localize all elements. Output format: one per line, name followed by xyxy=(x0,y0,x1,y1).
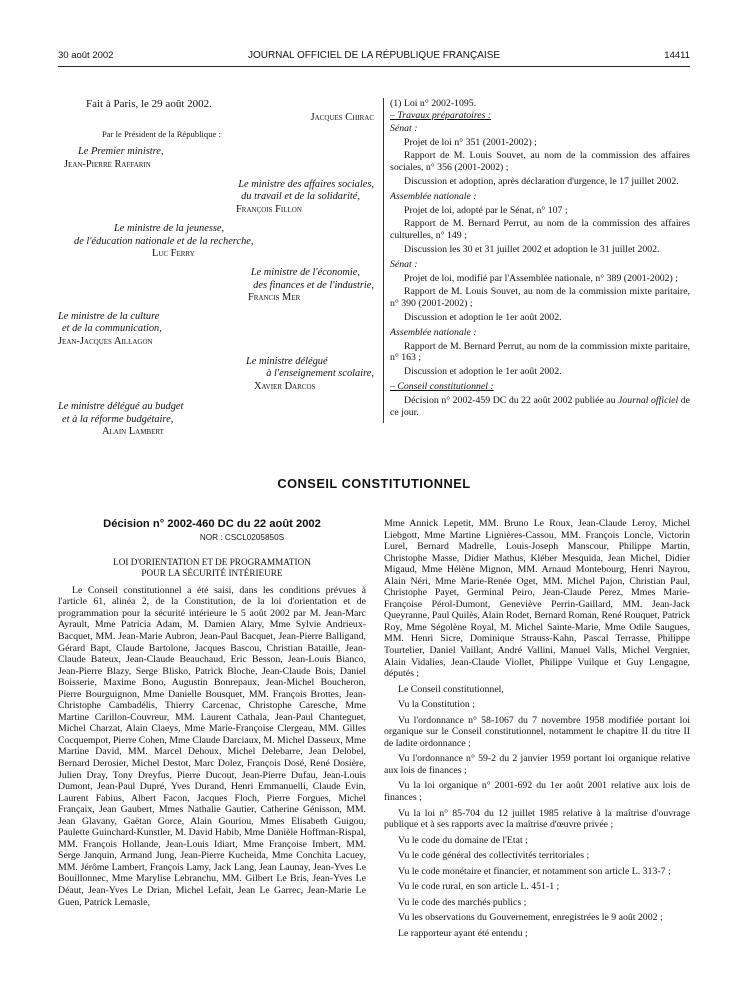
vu-ordonnance-59: Vu l'ordonnance n° 59-2 du 2 janvier 1959 portant loi organique relative aux lois de finances ; xyxy=(384,753,690,776)
rapporteur-entendu: Le rapporteur ayant été entendu ; xyxy=(398,927,528,939)
vu-code-collectivites: Vu le code général des collectivités territoriales ; xyxy=(398,850,590,862)
senat-label-1: Sénat : xyxy=(390,123,418,135)
m4-title-2: et de la communication, xyxy=(62,323,162,335)
m5-title-2: à l'enseignement scolaire, xyxy=(266,368,374,380)
m3-title-2: des finances et de l'industrie, xyxy=(253,279,374,291)
vu-code-monetaire: Vu le code monétaire et financier, et notamment son article L. 313-7 ; xyxy=(398,865,671,877)
decision-intro-continued: Mme Annick Lepetit, MM. Bruno Le Roux, Jean-Claude Leroy, Michel Liebgott, Mme Martine Lignières-Cassou, MM. François Loncle, Victorin Lurel, Bernard Madrelle, Louis-Joseph Manscour, Philippe Martin, Christophe Masse, Didier Mathus, Kléber Mesquida, Jean Michel, Didier Migaud, Mme Hélène Mignon, MM. Arnaud Montebourg, Henri Nayrou, Alain Néri, Mme Marie-Renée Oget, MM. Michel Pajon, Christian Paul, Christophe Payet, Germinal Peiro, Jean-Claude Perez, Mmes Marie-Françoise Pérol-Dumont, Geneviève Perrin-Gaillard, MM. Jean-Jack Queyranne, Paul Quilès, Alain Rodet, Bernard Roman, René Rouquet, Patrick Roy, Mme Ségolène Royal, M. Michel Sainte-Marie, Mme Odile Saugues, MM. Henri Sicre, Dominique Strauss-Kahn, Pascal Terrasse, Philippe Tourtelier, Daniel Vaillant, André Vallini, Manuel Valls, Michel Vergnier, Alain Vidalies, Jean-Claude Viollet, Philippe Vuilque et Guy Lengagne, députés ; xyxy=(384,518,690,680)
an-label-1: Assemblée nationale : xyxy=(390,191,477,203)
page-header xyxy=(58,50,690,64)
senat-1-discussion: Discussion et adoption, après déclaration d'urgence, le 17 juillet 2002. xyxy=(404,175,679,187)
loi-title-2: POUR LA SÉCURITÉ INTÉRIEURE xyxy=(141,567,283,578)
an-2-discussion: Discussion et adoption le 1er août 2002. xyxy=(404,365,562,377)
m2-name: Luc Ferry xyxy=(152,248,195,260)
m1-title-1: Le ministre des affaires sociales, xyxy=(238,179,374,191)
vu-observations: Vu les observations du Gouvernement, enregistrées le 9 août 2002 ; xyxy=(398,912,663,924)
vu-code-rural: Vu le code rural, en son article L. 451-1 ; xyxy=(398,881,560,893)
header-date: 30 août 2002 xyxy=(58,50,114,61)
decision-title: Décision n° 2002-460 DC du 22 août 2002 xyxy=(103,518,321,530)
senat-2-discussion: Discussion et adoption le 1er août 2002. xyxy=(404,311,562,323)
an-2-rapport: Rapport de M. Bernard Perrut, au nom de la commission mixte paritaire, n° 163 ; xyxy=(390,340,690,364)
header-page-number: 14411 xyxy=(664,50,690,61)
vu-code-marches: Vu le code des marchés publics ; xyxy=(398,896,527,908)
decision-left-column xyxy=(58,518,366,908)
m1-name: François Fillon xyxy=(236,203,302,215)
cc-text-1: Décision n° 2002-459 DC du 22 août 2002 publiée au xyxy=(404,395,616,407)
column-separator xyxy=(383,98,384,423)
senat-2-rapport: Rapport de M. Louis Souvet, au nom de la commission mixte paritaire, n° 390 (2001-2002) ; xyxy=(390,286,690,309)
vu-constitution: Vu la Constitution ; xyxy=(398,699,475,711)
header-rule xyxy=(58,66,690,67)
senat-1-projet: Projet de loi n° 351 (2001-2002) ; xyxy=(404,136,537,148)
senat-1-rapport: Rapport de M. Louis Souvet, au nom de la commission des affaires sociales, n° 356 (2001-2002) ; xyxy=(390,150,690,173)
m1-title-2: du travail et de la solidarité, xyxy=(241,191,360,203)
pm-name: Jean-Pierre Raffarin xyxy=(64,158,151,170)
m2-title-1: Le ministre de la jeunesse, xyxy=(114,223,225,235)
loi-title-1: LOI D'ORIENTATION ET DE PROGRAMMATION xyxy=(113,556,311,567)
loi-ref: (1) Loi n° 2002-1095. xyxy=(390,98,477,109)
m5-title-1: Le ministre délégué xyxy=(246,355,328,367)
decision-intro: Le Conseil constitutionnel a été saisi, dans les conditions prévues à l'article 61, alinéa 2, de la Constitution, de la loi d'orientation et de programmation pour la sécurité intérieure le 5 août 2002 par M. Jean-Marc Ayrault, Mme Patricia Adam, M. Damien Alary, Mme Sylvie Andrieux-Bacquet, MM. Jean-Marie Aubron, Jean-Paul Bacquet, Jean-Pierre Balligand, Gérard Bapt, Claude Bartolone, Jacques Bascou, Christian Bataille, Jean-Claude Bateux, Jean-Claude Beauchaud, Eric Besson, Jean-Louis Bianco, Jean-Pierre Blazy, Serge Blisko, Patrick Bloche, Jean-Claude Bois, Daniel Boisserie, Maxime Bono, Augustin Bonrepaux, Jean-Michel Boucheron, Pierre Bourguignon, Mme Danielle Bousquet, MM. François Brottes, Jean-Christophe Cambadélis, Thierry Carcenac, Christophe Caresche, Mme Martine Carillon-Couvreur, MM. Laurent Cathala, Jean-Paul Chanteguet, Michel Charzat, Alain Claeys, Mme Marie-Françoise Clergeau, MM. Gilles Cocquempot, Pierre Cohen, Mme Claude Darciaux, M. Michel Dasseux, Mme Martine David, MM. Marcel Dehoux, Michel Delebarre, Jean Delobel, Bernard Derosier, Michel Destot, Marc Dolez, François Dosé, René Dosière, Julien Dray, Tony Dreyfus, Pierre Ducout, Jean-Pierre Dufau, Jean-Louis Dumont, Jean-Paul Dupré, Yves Durand, Henri Emmanuelli, Claude Evin, Laurent Fabius, Albert Facon, Jacques Floch, Pierre Forgues, Michel Françaix, Jean Gaubert, Mmes Nathalie Gautier, Catherine Génisson, MM. Jean Glavany, Gaëtan Gorce, Alain Gouriou, Mmes Elisabeth Guigou, Paulette Guinchard-Kunstler, M. David Habib, Mme Danièle Hoffman-Rispal, MM. François Hollande, Jean-Louis Idiart, Mme Françoise Imbert, MM. Serge Janquin, Armand Jung, Jean-Pierre Kucheida, Mme Conchita Lacuey, MM. Jérôme Lambert, François Lamy, Jack Lang, Jean Launay, Jean-Yves Le Bouillonnec, Mme Marylise Lebranchu, MM. Gilbert Le Bris, Jean-Yves Le Déaut, Jean-Yves Le Drian, Michel Lefait, Jean Le Garrec, Jean-Marie Le Guen, Patrick Lemasle, xyxy=(58,584,366,908)
vu-code-domaine: Vu le code du domaine de l'Etat ; xyxy=(398,834,528,846)
vu-loi-organique: Vu la loi organique n° 2001-692 du 1er août 2001 relative aux lois de finances ; xyxy=(384,780,690,804)
m4-name: Jean-Jacques Aillagon xyxy=(58,335,153,347)
m3-title-1: Le ministre de l'économie, xyxy=(250,267,360,279)
vu-ordonnance-58: Vu l'ordonnance n° 58-1067 du 7 novembre 1958 modifiée portant loi organique sur le Conseil constitutionnel, notamment le chapitre II du titre II de ladite ordonnance ; xyxy=(384,714,690,749)
travaux-block xyxy=(390,98,690,418)
president-name: Jacques Chirac xyxy=(310,112,374,124)
decision-nor: NOR : CSCL0205850S xyxy=(199,533,285,543)
senat-label-2: Sénat : xyxy=(390,259,418,271)
cc-journal: Journal officiel xyxy=(618,395,679,407)
travaux-label: – Travaux préparatoires : xyxy=(390,109,492,121)
section-title: CONSEIL CONSTITUTIONNEL xyxy=(277,476,471,491)
an-1-projet: Projet de loi, adopté par le Sénat, n° 107 ; xyxy=(404,204,568,216)
vu-conseil: Le Conseil constitutionnel, xyxy=(398,683,504,695)
signatures-block xyxy=(58,98,374,438)
cc-decision xyxy=(390,395,690,418)
an-1-discussion: Discussion les 30 et 31 juillet 2002 et adoption le 31 juillet 2002. xyxy=(404,243,660,255)
m6-title-1: Le ministre délégué au budget xyxy=(58,401,184,413)
an-1-rapport: Rapport de M. Bernard Perrut, au nom de la commission des affaires culturelles, n° 149 ; xyxy=(390,218,690,241)
pm-title: Le Premier ministre, xyxy=(78,146,164,158)
decision-right-column xyxy=(384,518,690,940)
senat-2-projet: Projet de loi, modifié par l'Assemblée nationale, n° 389 (2001-2002) ; xyxy=(404,272,678,284)
m4-title-1: Le ministre de la culture xyxy=(58,310,160,322)
m6-title-2: et à la réforme budgétaire, xyxy=(62,413,174,425)
vu-loi-85: Vu la loi n° 85-704 du 12 juillet 1985 relative à la maîtrise d'ouvrage publique et à ses rapports avec la maîtrise d'œuvre privée ; xyxy=(384,807,690,831)
cc-label: – Conseil constitutionnel : xyxy=(390,381,494,393)
m6-name: Alain Lambert xyxy=(102,425,164,437)
m2-title-2: de l'éducation nationale et de la recherche, xyxy=(74,235,254,247)
m5-name: Xavier Darcos xyxy=(254,380,316,392)
by-president: Par le Président de la République : xyxy=(102,128,221,139)
place-date: Fait à Paris, le 29 août 2002. xyxy=(86,98,212,110)
m3-name: Francis Mer xyxy=(248,292,301,304)
cc-text-2: de ce jour. xyxy=(390,395,691,418)
an-label-2: Assemblée nationale : xyxy=(390,327,477,339)
header-title: JOURNAL OFFICIEL DE LA RÉPUBLIQUE FRANÇAISE xyxy=(247,50,501,61)
